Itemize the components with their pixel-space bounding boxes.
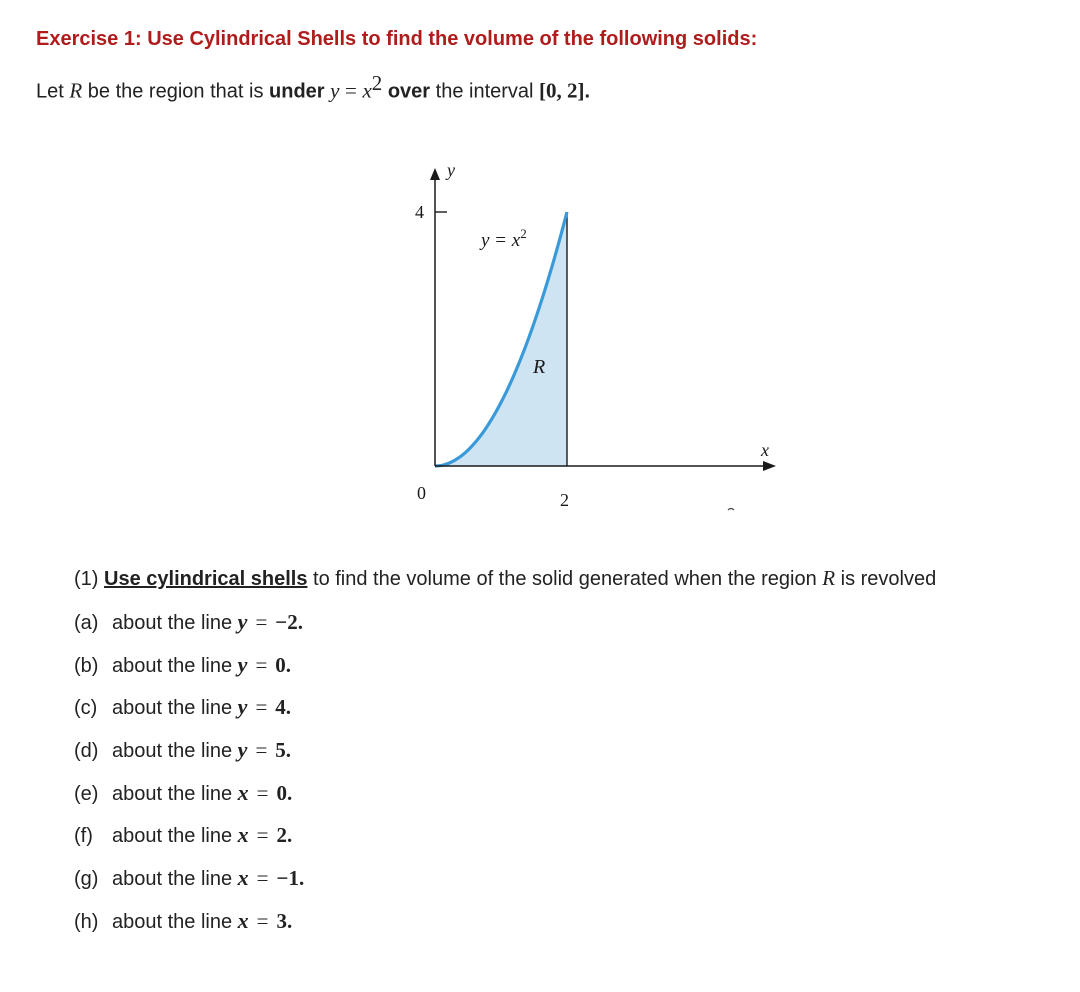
intro-line xyxy=(36,71,590,104)
part-var: y xyxy=(237,694,248,720)
part-value: 3. xyxy=(276,908,293,933)
part-value: 4. xyxy=(275,695,292,720)
part-var: x xyxy=(237,822,249,848)
intro-y: y xyxy=(330,78,340,103)
x-axis-arrow xyxy=(763,461,776,471)
question-rest: to find the volume of the solid generated when the region xyxy=(313,568,817,590)
part-g xyxy=(74,864,304,907)
region-graph xyxy=(395,150,795,535)
curve-label-exp: 2 xyxy=(520,226,527,241)
intro-let: Let xyxy=(36,80,64,103)
intro-be-text: be the region that is xyxy=(87,80,264,103)
part-var: y xyxy=(237,651,248,677)
part-text: about the line xyxy=(112,740,233,763)
stray-mark xyxy=(728,509,734,511)
intro-x: x xyxy=(362,78,372,103)
curve-label xyxy=(479,226,527,251)
part-text: about the line xyxy=(112,782,233,805)
part-var: y xyxy=(237,609,248,634)
part-text: about the line xyxy=(112,868,233,891)
part-eq: = xyxy=(256,823,269,848)
part-value: 0. xyxy=(276,780,293,805)
part-var: x xyxy=(237,779,249,805)
part-a xyxy=(74,608,304,651)
parts-list xyxy=(74,608,304,950)
part-eq: = xyxy=(255,695,268,720)
intro-under: under xyxy=(269,80,325,103)
part-value: 2. xyxy=(276,823,293,848)
part-c xyxy=(74,693,304,736)
intro-period: . xyxy=(584,80,591,103)
question-number: (1) xyxy=(74,568,99,590)
part-text: about the line xyxy=(112,697,233,720)
part-label: (b) xyxy=(74,654,99,677)
question-1 xyxy=(74,566,936,591)
question-end: is revolved xyxy=(840,568,937,590)
curve-label-lhs: y = x xyxy=(481,230,521,251)
part-b xyxy=(74,651,304,694)
origin-label: 0 xyxy=(417,483,426,503)
part-var: y xyxy=(237,737,248,763)
region-label: R xyxy=(533,356,546,378)
x-axis-label: x xyxy=(761,440,769,460)
intro-exponent: 2 xyxy=(371,71,383,95)
intro-equals: = xyxy=(345,78,357,103)
part-text: about the line xyxy=(112,825,233,848)
part-label: (d) xyxy=(74,740,99,763)
part-d xyxy=(74,736,304,779)
y-tick-label: 4 xyxy=(415,202,424,222)
part-value: −2. xyxy=(275,610,303,634)
part-text: about the line xyxy=(112,910,233,933)
part-var: x xyxy=(237,907,249,933)
part-eq: = xyxy=(256,908,269,933)
part-value: 5. xyxy=(275,738,292,763)
part-eq: = xyxy=(255,610,268,634)
part-var: x xyxy=(237,865,249,891)
part-label: (g) xyxy=(74,868,99,891)
part-h xyxy=(74,907,304,950)
part-eq: = xyxy=(256,780,269,805)
exercise-heading: Exercise 1: Use Cylindrical Shells to find the volume of the following solids: xyxy=(36,28,758,50)
part-label: (h) xyxy=(74,910,99,933)
graph-svg xyxy=(395,150,795,530)
part-label: (e) xyxy=(74,782,99,805)
question-underlined: Use cylindrical shells xyxy=(104,568,308,590)
y-axis-arrow xyxy=(430,168,440,180)
part-label: (c) xyxy=(74,697,98,720)
part-f xyxy=(74,821,304,864)
part-e xyxy=(74,779,304,822)
part-value: 0. xyxy=(275,652,292,677)
question-region-var: R xyxy=(822,566,836,590)
part-eq: = xyxy=(255,738,268,763)
part-text: about the line xyxy=(112,612,233,634)
part-eq: = xyxy=(256,866,269,891)
part-label: (a) xyxy=(74,612,99,634)
part-text: about the line xyxy=(112,654,233,677)
intro-region-var: R xyxy=(69,78,83,103)
part-label: (f) xyxy=(74,825,93,848)
part-value: −1. xyxy=(276,866,305,891)
y-axis-label: y xyxy=(447,160,455,180)
intro-over: over xyxy=(387,80,431,103)
part-eq: = xyxy=(255,652,268,677)
intro-interval: [0, 2] xyxy=(539,78,585,103)
intro-the-interval: the interval xyxy=(435,80,534,103)
x-tick-label: 2 xyxy=(560,490,569,510)
